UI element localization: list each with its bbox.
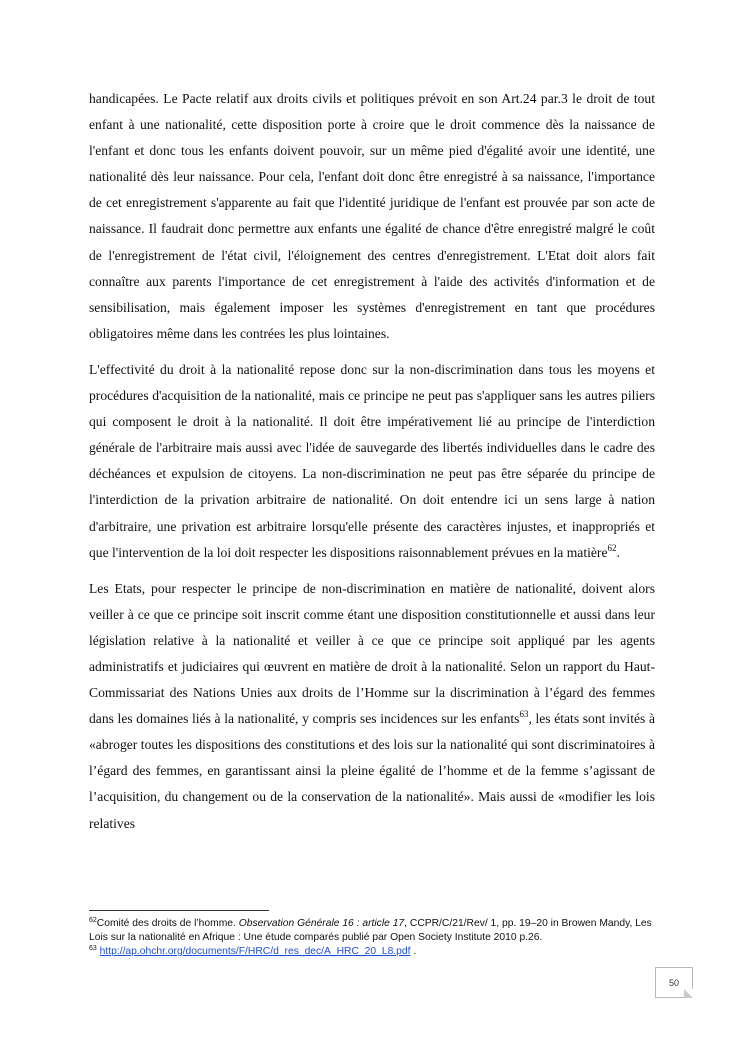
paragraph-2-end: . <box>616 544 620 560</box>
paragraph-2-text: L'effectivité du droit à la nationalité repose donc sur la non-discrimination dans tous les moyens et procédures d'acquisition de la nationalité, mais ce principe ne peut pas s'appliquer sans les autres piliers qui composent le droit à la nationalité. Il doit être impérativement lié au principe de l'interdiction générale de l'arbitraire mais aussi avec l'idée de sauvegarde des libertés individuelles dans le cadre des déchéances et expulsion de citoyens. La non-discrimination ne peut pas être séparée du principe de l'interdiction de la privation arbitraire de nationalité. On doit entendre ici un sens large à nation d'arbitraire, une privation est arbitraire lorsqu'elle présente des caractères injustes, et inappropriés et que l'intervention de la loi doit respecter les dispositions raisonnablement prévues en la matière <box>89 361 655 560</box>
page-number-box <box>655 967 693 998</box>
footnotes <box>89 917 664 959</box>
body-text <box>89 86 655 847</box>
footnote-63 <box>89 945 664 959</box>
footnote-62-italic-title: Observation Générale 16 : article 17 <box>238 918 405 929</box>
paragraph-3-text-b: , les états sont invités à «abroger toutes les dispositions des constitutions et des lois sur la nationalité qui sont discriminatoires à l’égard des femmes, en garantissant ainsi la pleine égalité de l’homme et de la femme s’agissant de l’acquisition, du changement ou de la conservation de la nationalité». Mais aussi de «modifier les lois relatives <box>89 711 655 831</box>
footnote-63-link[interactable]: http://ap.ohchr.org/documents/F/HRC/d_res_dec/A_HRC_20_L8.pdf <box>99 946 411 957</box>
paragraph-2 <box>89 357 655 566</box>
paragraph-1-text: handicapées. Le Pacte relatif aux droits civils et politiques prévoit en son Art.24 par.3 le droit de tout enfant à une nationalité, cette disposition porte à croire que le droit commence dès la naissance de l'enfant et donc tous les enfants doivent pouvoir, sur un même pied d'égalité avoir une identité, une nationalité dès leur naissance. Pour cela, l'enfant doit donc être enregistré à sa naissance, l'importance de cet enregistrement s'apparente au fait que l'identité juridique de l'enfant est prouvée par son acte de naissance. Il faudrait donc permettre aux enfants une égalité de chance d'être enregistré malgré le coût de l'enregistrement de l'état civil, l'éloignement des centres d'enregistrement. L'Etat doit alors fait connaître aux parents l'importance de cet enregistrement à l'aide des activités d'information et de sensibilisation, mais également imposer les systèmes d'enregistrement en tant que procédures obligatoires même dans les contrées les plus lointaines. <box>89 91 655 341</box>
footnote-ref-63[interactable]: 63 <box>519 709 529 720</box>
paragraph-3 <box>89 576 655 837</box>
footnote-62 <box>89 917 664 945</box>
footnote-62-text-b: , CCPR/C/21/Rev/ 1, pp. 19–20 in Browen Mandy, Les Lois sur la nationalité en Afrique : Une étude comparés publié par Open Society Institute 2010 p.26. <box>89 918 652 943</box>
page-number: 50 <box>668 977 679 988</box>
footnote-62-number: 62 <box>89 917 97 924</box>
footnote-ref-62[interactable]: 62 <box>607 542 617 553</box>
footnote-63-after: . <box>410 946 417 957</box>
footnote-62-text-a: Comité des droits de l’homme. <box>96 918 239 929</box>
footnote-63-number: 63 <box>89 945 97 952</box>
paragraph-3-text-a: Les Etats, pour respecter le principe de non-discrimination en matière de nationalité, doivent alors veiller à ce que ce principe soit inscrit comme étant une disposition constitutionnelle et aussi dans leur législation relative à la nationalité et veiller à ce que ce principe soit appliqué par les agents administratifs et judiciaires qui œuvrent en matière de droit à la nationalité. Selon un rapport du Haut-Commissariat des Nations Unies aux droits de l’Homme sur la discrimination à l’égard des femmes dans les domaines liés à la nationalité, y compris ses incidences sur les enfants <box>89 580 655 727</box>
paragraph-1 <box>89 86 655 347</box>
footnote-separator <box>89 910 269 911</box>
